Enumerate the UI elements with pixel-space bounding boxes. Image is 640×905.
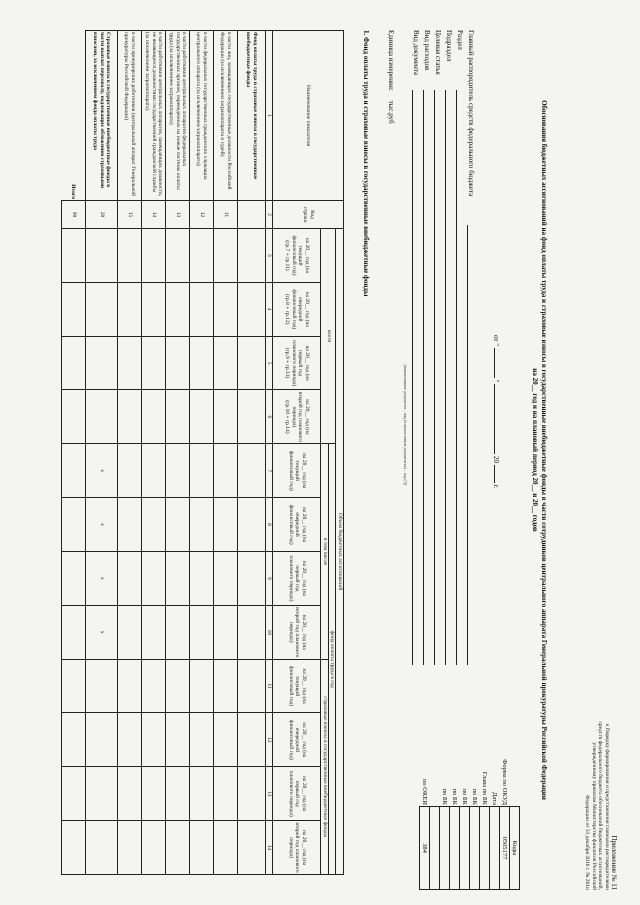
code-label: Дата	[491, 792, 498, 805]
date-prefix: от "	[492, 335, 500, 347]
row-cell	[238, 713, 266, 767]
row-cell	[62, 605, 86, 659]
code-value: 384	[420, 807, 430, 890]
row-cell	[190, 713, 214, 767]
code-label: по ОКЕИ	[421, 778, 428, 805]
row-name: Страховые взносы в государственные внебюджетные фонды в части выплат персоналу, подлежащих обложению страховыми взносами, за исключением фонда оплаты труда	[86, 31, 118, 201]
column-number: 9	[266, 551, 274, 605]
row-cell	[142, 229, 166, 283]
row-cell	[214, 336, 238, 390]
row-cell	[118, 336, 142, 390]
form-title: Обоснования бюджетных ассигнований на фонд оплаты труда и страховые взносы в государственные внебюджетные фонды в части сотрудников центрального аппарата Генеральной прокуратуры Российской Федерации	[540, 100, 548, 800]
column-number: 14	[266, 821, 274, 875]
field-label: Раздел	[456, 30, 464, 50]
row-cell	[86, 767, 118, 821]
row-cell: x	[86, 605, 118, 659]
field-label: Вид документа	[412, 30, 420, 76]
units-row	[387, 30, 395, 124]
row-cell	[166, 605, 190, 659]
stamp-caption: (наименование документа – вид (в аналогичных документах) – код (?))	[403, 364, 408, 486]
column-number: 3	[266, 229, 274, 283]
col-header-name: Наименование показателя	[273, 31, 344, 201]
row-cell	[166, 282, 190, 336]
row-cell	[86, 659, 118, 713]
row-cell	[190, 659, 214, 713]
row-cell	[142, 713, 166, 767]
row-cell	[190, 282, 214, 336]
row-cell: x	[86, 444, 118, 498]
row-cell	[238, 821, 266, 875]
row-cell	[190, 390, 214, 444]
row-cell	[190, 767, 214, 821]
row-cell	[86, 229, 118, 283]
row-cell	[62, 659, 86, 713]
code-label: Глава по БК	[481, 771, 488, 805]
row-cell	[118, 229, 142, 283]
row-code: 90	[62, 201, 86, 229]
row-cell	[118, 551, 142, 605]
period-header: на 20__ год (на первый год планового периода)	[273, 551, 321, 605]
row-cell	[214, 444, 238, 498]
code-label: по БК	[461, 788, 468, 805]
row-cell	[238, 336, 266, 390]
column-number: 2	[266, 201, 274, 229]
column-number: 7	[266, 444, 274, 498]
total-row	[62, 31, 86, 875]
row-cell	[86, 821, 118, 875]
row-cell	[190, 498, 214, 552]
row-cell	[142, 821, 166, 875]
row-code: 15	[118, 201, 142, 229]
row-cell	[86, 390, 118, 444]
row-cell	[214, 498, 238, 552]
code-label: по БК	[441, 788, 448, 805]
column-number: 4	[266, 282, 274, 336]
row-code: 11	[214, 201, 238, 229]
row-cell	[118, 390, 142, 444]
field-label: Вид расходов	[423, 30, 431, 71]
row-cell	[62, 444, 86, 498]
col-header-code: Код строки	[273, 201, 344, 229]
row-cell	[118, 282, 142, 336]
appendix-line: к Порядку формирования и представления главными распорядителями	[604, 723, 610, 890]
date-year: 20	[492, 455, 500, 463]
period-header: на 20__ год (на первый год планового периода)	[273, 767, 321, 821]
field-label: Целевая статья	[434, 30, 442, 75]
row-cell	[142, 390, 166, 444]
field-label: Главный распорядитель средств федерального бюджета	[467, 30, 475, 197]
row-cell	[86, 713, 118, 767]
row-cell	[142, 498, 166, 552]
row-cell	[166, 767, 190, 821]
row-cell	[214, 551, 238, 605]
row-cell	[62, 229, 86, 283]
row-cell	[142, 336, 166, 390]
row-code: 20	[86, 201, 118, 229]
row-cell	[142, 605, 166, 659]
period-header: на 20__ год (на очередной финансовый год)	[273, 713, 321, 767]
code-label: Форма по ОКУД	[501, 759, 508, 805]
row-cell	[238, 390, 266, 444]
codes-header: Коды	[510, 807, 520, 890]
row-name: в части работников центральных аппаратов, замещающих должности, не являющиеся должностями государственной гражданской службы (за исключением загранаппарата)	[142, 31, 166, 201]
row-cell	[166, 498, 190, 552]
date-line	[492, 335, 500, 575]
row-cell	[142, 659, 166, 713]
row-cell	[86, 336, 118, 390]
units-label: Единица измерения:	[387, 30, 395, 91]
row-cell	[190, 551, 214, 605]
row-cell	[166, 336, 190, 390]
period-header: на 20__ год (на очередной финансовый год)	[273, 498, 321, 552]
row-cell	[238, 444, 266, 498]
row-cell	[238, 551, 266, 605]
row-cell	[214, 821, 238, 875]
code-value	[440, 807, 450, 890]
col-header-fot: фонд оплаты труда в год	[329, 444, 337, 875]
col-header-obem: Объем бюджетных ассигнований	[336, 229, 344, 875]
row-cell	[118, 659, 142, 713]
row-cell	[142, 282, 166, 336]
code-value	[490, 807, 500, 890]
row-name: в части федеральных государственных гражданских служащих центрального аппарата (за исключением загранаппарата)	[190, 31, 214, 201]
row-cell	[214, 605, 238, 659]
row-cell	[214, 767, 238, 821]
row-cell	[142, 551, 166, 605]
table-row	[238, 31, 266, 875]
appendix-line: средств федерального бюджета обоснований бюджетных ассигнований,	[597, 721, 604, 890]
appendix-line: утвержденному приказом Министерства финансов Российской	[591, 742, 597, 890]
code-value	[470, 807, 480, 890]
appendix-line: Федерации от 31 декабря 2016 г. № 261н	[584, 795, 591, 890]
row-cell	[238, 659, 266, 713]
row-cell	[214, 229, 238, 283]
col-header-strah: страховые взносы в государственные внебюджетные фонды	[321, 659, 329, 874]
row-cell	[238, 282, 266, 336]
row-cell	[62, 498, 86, 552]
column-number: 8	[266, 498, 274, 552]
period-header: на 20__ год (на очередной финансовый год) (гр.8 + гр.12)	[273, 282, 321, 336]
period-header: на 20__ год (на текущий финансовый год)	[273, 444, 321, 498]
period-header: на 20__ год (на текущий финансовый год)	[273, 659, 321, 713]
row-cell	[214, 659, 238, 713]
section-title: 1. Фонд оплаты труда и страховые взносы в государственные внебюджетные фонды	[362, 30, 370, 297]
row-cell	[166, 713, 190, 767]
row-cell	[214, 713, 238, 767]
code-label: по БК	[471, 788, 478, 805]
row-cell	[166, 390, 190, 444]
row-code	[238, 201, 266, 229]
table-row	[86, 31, 118, 875]
column-number: 6	[266, 390, 274, 444]
row-cell	[86, 282, 118, 336]
col-header-vtom: в том числе	[321, 444, 329, 659]
row-cell	[118, 605, 142, 659]
row-name: в части прокурорских работников (центральный аппарат Генеральной прокуратуры Российской Федерации)	[118, 31, 142, 201]
column-number: 10	[266, 605, 274, 659]
code-value	[450, 807, 460, 890]
field-label: Подраздел	[445, 30, 453, 62]
row-cell	[166, 229, 190, 283]
row-code: 13	[166, 201, 190, 229]
column-number: 12	[266, 713, 274, 767]
period-header: на 20__ год (на первый год планового периода) (гр.9 + гр.13)	[273, 336, 321, 390]
budget-table	[61, 30, 344, 875]
column-number: 1	[266, 31, 274, 201]
row-cell	[238, 498, 266, 552]
row-cell	[62, 551, 86, 605]
table-row	[190, 31, 214, 875]
column-number: 13	[266, 767, 274, 821]
units-value: тыс.руб	[387, 100, 395, 124]
row-cell	[166, 821, 190, 875]
row-name: Фонд оплаты труда и страховые взносы в государственные внебюджетные фонды	[238, 31, 266, 201]
row-cell	[118, 713, 142, 767]
row-cell	[214, 282, 238, 336]
period-header: на 20__ год (на второй год планового периода)	[273, 821, 321, 875]
period-header: на 20__ год (на второй год планового периода)	[273, 605, 321, 659]
row-cell	[238, 767, 266, 821]
row-cell	[166, 551, 190, 605]
date-mid: "	[492, 379, 500, 383]
appendix-block	[584, 640, 618, 890]
row-cell	[238, 605, 266, 659]
table-row	[118, 31, 142, 875]
row-cell	[118, 821, 142, 875]
row-cell	[190, 605, 214, 659]
row-cell	[62, 390, 86, 444]
code-label: по БК	[451, 788, 458, 805]
table-row	[142, 31, 166, 875]
codes-box	[419, 700, 520, 890]
table-row	[166, 31, 190, 875]
code-value	[430, 807, 440, 890]
code-value	[460, 807, 470, 890]
row-name: в части лиц, замещающих государственные должности Российской Федерации (за исключением загранаппарата и судей)	[214, 31, 238, 201]
row-cell	[62, 713, 86, 767]
row-cell	[62, 767, 86, 821]
row-cell	[62, 282, 86, 336]
row-cell	[118, 767, 142, 821]
row-cell	[62, 821, 86, 875]
row-code: 12	[190, 201, 214, 229]
column-numbers-row	[266, 31, 274, 875]
code-label	[430, 700, 440, 807]
code-value	[480, 807, 490, 890]
row-cell: x	[86, 551, 118, 605]
period-header: на 20__ год (на второй год планового периода) (гр.10 + гр.14)	[273, 390, 321, 444]
column-number: 5	[266, 336, 274, 390]
row-cell	[238, 229, 266, 283]
date-suffix: г.	[492, 484, 500, 489]
row-cell	[190, 821, 214, 875]
column-number: 11	[266, 659, 274, 713]
row-code: 14	[142, 201, 166, 229]
table-row	[214, 31, 238, 875]
row-cell	[166, 659, 190, 713]
period-header: на 20__ год (на текущий финансовый год) (гр.7 + гр.11)	[273, 229, 321, 283]
row-cell	[214, 390, 238, 444]
code-value: 0505177	[500, 807, 510, 890]
row-cell: x	[86, 498, 118, 552]
row-cell	[190, 444, 214, 498]
row-cell	[190, 229, 214, 283]
row-name: Итого	[70, 184, 77, 199]
appendix-number: Приложение № 11	[610, 835, 618, 890]
row-name: в части работников центральных аппаратов федеральных государственных органов, переведенных на новые системы оплаты труда (за исключением загранаппарата)	[166, 31, 190, 201]
row-cell	[62, 336, 86, 390]
row-cell	[142, 444, 166, 498]
row-cell	[118, 444, 142, 498]
row-cell	[190, 336, 214, 390]
row-cell	[142, 767, 166, 821]
row-cell	[118, 498, 142, 552]
form-title-period: на 20__ год и на плановый период 20__ и 20__ годов	[531, 368, 539, 532]
row-cell	[166, 444, 190, 498]
col-header-vsego: всего	[321, 229, 336, 444]
